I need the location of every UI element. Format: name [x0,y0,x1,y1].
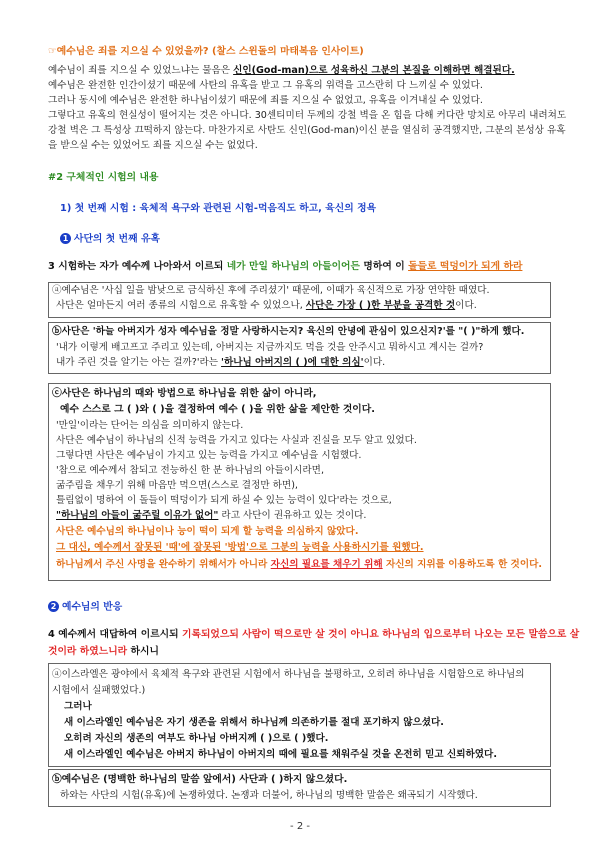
box-d-line-1: ⓐ이스라엘은 광야에서 육체적 욕구와 관련된 시험에서 하나님을 불평하고, 오히려 하나님을 시험함으로 하나님의 [52,669,525,680]
insight-title: ☞예수님은 죄를 지으실 수 있었을까? (찰스 스윈돌의 마태복음 인사이트) [48,46,364,57]
bullet-heading-2: 2 예수님의 반응 [48,601,122,612]
box-d-line-4: 새 이스라엘인 예수님은 자기 생존을 위해서 하나님께 의존하기를 절대 포기하지 않으셨다. [64,717,444,728]
box-e-line-1: ⓑ예수님은 (명백한 하나님의 말씀 앞에서) 사단과 ( )하지 않으셨다. [52,774,348,785]
section-heading: #2 구체적인 시험의 내용 [48,172,159,183]
box-a-line-1: ⓐ예수님은 '사십 일을 밤낮으로 금식하신 후에 주리셨기' 때문에, 이때가 육신적으로 가장 연약한 때였다. [52,285,490,296]
box-d-line-3: 그러나 [64,701,92,712]
verse-3: 3 시험하는 자가 예수께 나아와서 이르되 네가 만일 하나님의 아들이어든 명하여 이 돌들로 떡덩이가 되게 하라 [48,261,523,272]
bullet-heading-1: 1 사단의 첫 번째 유혹 [60,233,160,244]
box-b-line-1: ⓑ사단은 '하늘 아버지가 성자 예수님을 정말 사랑하시는지? 육신의 안녕에 관심이 있으신지?'를 "( )"하게 했다. [52,326,525,337]
page-number: - 2 - [290,821,310,832]
insight-line-2: 예수님은 완전한 인간이셨기 때문에 사탄의 유혹을 받고 그 유혹의 위력을 고스란히 다 느끼실 수 있었다. [48,80,483,91]
box-c-line-12: 하나님께서 주신 사명을 완수하기 위해서가 아니라 자신의 필요를 채우기 위해 자신의 지위를 이용하도록 한 것이다. [56,559,542,570]
box-c-line-3: '만일'이라는 단어는 의심을 의미하지 않는다. [56,420,244,431]
verse-4-line-1: 4 예수께서 대답하여 이르시되 기록되었으되 사람이 떡으로만 살 것이 아니요 하나님의 입으로부터 나오는 모든 말씀으로 살 [48,629,580,640]
box-c-line-1: ⓒ사단은 하나님의 때와 방법으로 하나님을 위한 삶이 아니라, [52,388,317,399]
box-c-line-2: 예수 스스로 그 ( )와 ( )을 결정하여 예수 ( )을 위한 삶을 제안한 것이다. [60,404,375,415]
box-c-line-4: 사단은 예수님이 하나님의 신적 능력을 가지고 있다는 사실과 진실을 모두 알고 있었다. [56,435,417,446]
subsection-heading: 1) 첫 번째 시험 : 육체적 욕구와 관련된 시험-먹음직도 하고, 육신의 정욕 [60,203,377,214]
box-a-line-2: 사단은 얼마든지 여러 종류의 시험으로 유혹할 수 있었으나, 사단은 가장 ( )한 부분을 공격한 것이다. [56,300,477,311]
box-d-line-5: 오히려 자신의 생존의 여부도 하나님 아버지께 ( )으로 ( )했다. [64,733,329,744]
box-d-line-2: 시험에서 실패했었다.) [52,685,146,696]
box-c-line-11: 그 대신, 예수께서 잘못된 '때'에 잘못된 '방법'으로 그분의 능력을 사용하시기를 원했다. [56,542,424,553]
box-c-line-10: 사단은 예수님의 하나님이나 능이 떡이 되게 할 능력을 의심하지 않았다. [56,526,359,537]
box-c-line-5: 그렇다면 사단은 예수님이 가지고 있는 능력을 가지고 예수님을 시험했다. [56,450,362,461]
insight-line-1: 예수님이 죄를 지으실 수 있었느냐는 물음은 신인(God-man)으로 성육하신 그분의 본질을 이해하면 해결된다. [48,65,515,76]
insight-line-6: 을 받으실 수는 있었어도 죄를 지으실 수는 없었다. [48,140,258,151]
insight-line-5: 강철 벽은 그 특성상 끄떡하지 않는다. 마찬가지로 사탄도 신인(God-man)이신 분을 열심히 공격했지만, 그분의 본성상 유혹 [48,125,566,136]
insight-line-3: 그러나 동시에 예수님은 완전한 하나님이셨기 때문에 죄를 지으실 수 없었고, 유혹을 이겨내실 수 있었다. [48,95,483,106]
numbered-bullet-icon: 1 [60,233,71,244]
numbered-bullet-icon: 2 [48,601,59,612]
box-c-line-7: 굶주림을 채우기 위해 마음만 먹으면(스스로 결정만 하면), [56,480,298,491]
box-e-line-2: 하와는 사단의 시험(유혹)에 논쟁하였다. 논쟁과 더불어, 하나님의 명백한 말씀은 왜곡되기 시작했다. [60,790,478,801]
box-c-line-8: 틀림없이 명하여 이 돌들이 떡덩이가 되게 하실 수 있는 능력이 있다'라는 것으로, [56,495,392,506]
box-d-line-6: 새 이스라엘인 예수님은 아버지 하나님이 아버지의 때에 필요를 채워주실 것을 온전히 믿고 신뢰하였다. [64,749,497,760]
box-b-line-3: 내가 주린 것을 알기는 아는 걸까?'라는 '하나님 아버지의 ( )에 대한 의심'이다. [56,357,386,368]
box-c-line-6: '참으로 예수께서 참되고 전능하신 한 분 하나님의 아들이시라면, [56,465,324,476]
verse-4-line-2: 것이라 하였느니라 하시니 [48,646,159,657]
box-b-line-2: '내가 이렇게 배고프고 주리고 있는데, 아버지는 지금까지도 먹을 것을 안주시고 뭐하시고 계시는 걸까? [56,342,484,353]
insight-line-4: 그렇다고 유혹의 현실성이 떨어지는 것은 아니다. 30센티미터 두께의 강철 벽을 온 힘을 다해 커다란 망치로 아무리 내려쳐도 [48,110,567,121]
box-c-line-9: "하나님의 아들이 굶주릴 이유가 없어" 라고 사단이 권유하고 있는 것이다. [56,510,367,521]
